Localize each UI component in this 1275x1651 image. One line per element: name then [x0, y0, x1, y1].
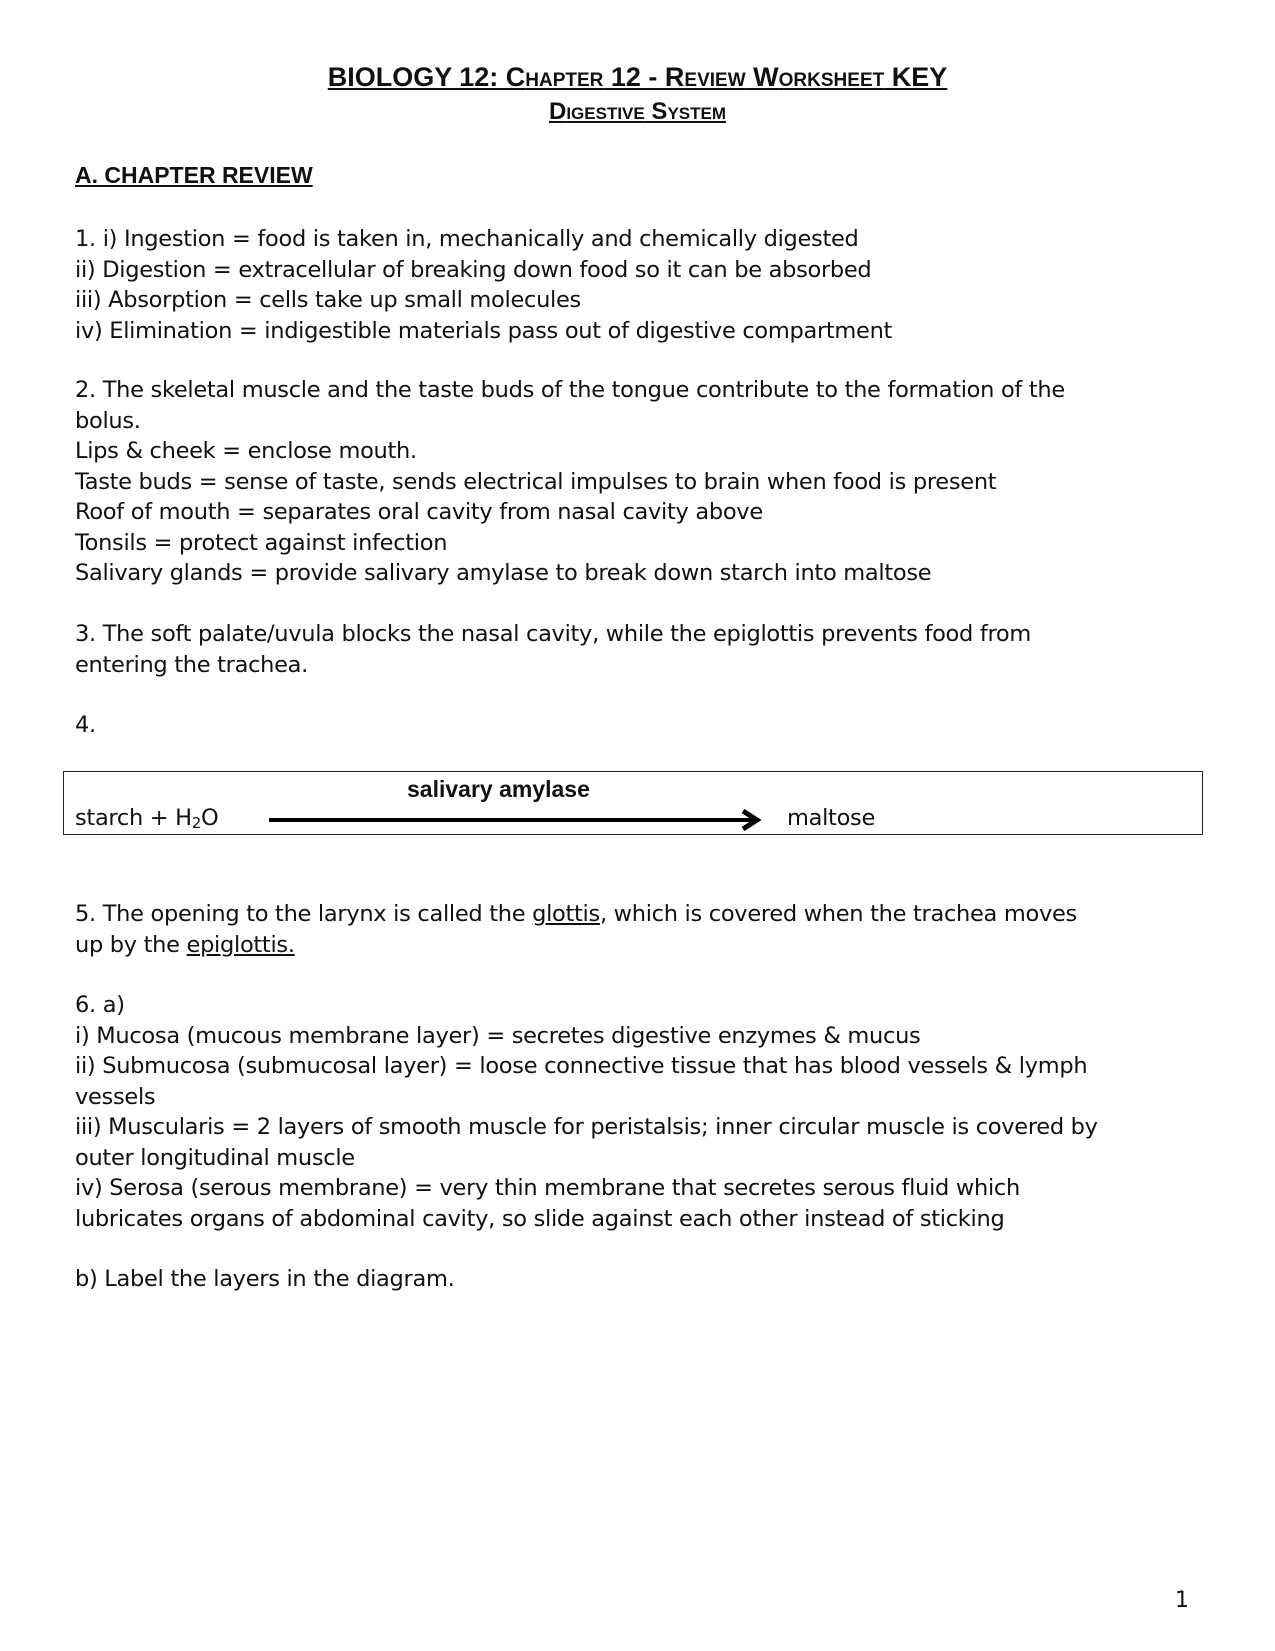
answer-line: lubricates organs of abdominal cavity, so slide against each other instead of sticking — [75, 1205, 1005, 1232]
title-part: eview — [684, 62, 746, 92]
answer-line: iii) Absorption = cells take up small molecules — [75, 287, 581, 313]
title-part: 12 - R — [603, 62, 685, 92]
answer-text: , which is covered when the trachea moves — [599, 901, 1077, 927]
glottis-term: glottis — [532, 901, 600, 927]
reaction-equation-box — [63, 771, 1203, 835]
question-1 — [75, 224, 1215, 346]
reactant-text: starch + H — [75, 805, 192, 831]
answer-line: Salivary glands = provide salivary amylase to break down starch into maltose — [75, 560, 932, 586]
title-part: BIOLOGY 12: C — [327, 62, 526, 92]
answer-line: iv) Serosa (serous membrane) = very thin membrane that secretes serous fluid which — [75, 1175, 1020, 1201]
reaction-arrow-icon — [269, 808, 769, 832]
subtitle-part: ystem — [667, 98, 726, 125]
worksheet-title — [0, 62, 1275, 93]
answer-line: 2. The skeletal muscle and the taste buds of the tongue contribute to the formation of the — [75, 377, 1065, 403]
question-6b: b) Label the layers in the diagram. — [75, 1266, 455, 1292]
answer-line — [75, 899, 1215, 930]
subtitle-part: igestive — [566, 98, 645, 125]
epiglottis-term: epiglottis. — [186, 931, 295, 958]
answer-line: outer longitudinal muscle — [75, 1144, 355, 1171]
section-a-heading: A. CHAPTER REVIEW — [75, 162, 313, 188]
answer-line: bolus. — [75, 407, 141, 434]
title-part: KEY — [884, 62, 948, 92]
question-4-number: 4. — [75, 712, 96, 738]
answer-line: Taste buds = sense of taste, sends electrical impulses to brain when food is present — [75, 468, 997, 495]
answer-text: up by the — [75, 931, 187, 958]
answer-line: Lips & cheek = enclose mouth. — [75, 438, 417, 464]
answer-text: 5. The opening to the larynx is called the — [75, 901, 533, 927]
title-part: orksheet — [778, 62, 885, 92]
answer-line: ii) Submucosa (submucosal layer) = loose connective tissue that has blood vessels & lymph — [75, 1053, 1088, 1079]
subtitle-part: S — [644, 98, 668, 125]
question-3 — [75, 619, 1215, 680]
answer-line: 1. i) Ingestion = food is taken in, mechanically and chemically digested — [75, 226, 859, 252]
question-5 — [75, 899, 1215, 960]
title-part: W — [745, 62, 779, 92]
answer-line: iii) Muscularis = 2 layers of smooth muscle for peristalsis; inner circular muscle is covered by — [75, 1114, 1098, 1140]
reactant-label — [75, 805, 218, 832]
answer-line: entering the trachea. — [75, 651, 309, 678]
product-label: maltose — [787, 805, 876, 831]
answer-line: vessels — [75, 1083, 156, 1110]
reactant-text: O — [201, 805, 219, 831]
reactant-subscript: 2 — [191, 814, 202, 832]
answer-line — [75, 930, 1215, 961]
question-2 — [75, 375, 1215, 589]
answer-line: Tonsils = protect against infection — [75, 529, 448, 556]
answer-line: ii) Digestion = extracellular of breaking down food so it can be absorbed — [75, 256, 872, 283]
answer-line: 6. a) — [75, 992, 125, 1018]
enzyme-label: salivary amylase — [407, 776, 590, 802]
worksheet-subtitle — [0, 98, 1275, 126]
title-part: hapter — [525, 62, 604, 92]
answer-line: iv) Elimination = indigestible materials pass out of digestive compartment — [75, 317, 893, 344]
subtitle-part: D — [548, 98, 567, 125]
question-6 — [75, 990, 1215, 1234]
answer-line: Roof of mouth = separates oral cavity from nasal cavity above — [75, 499, 763, 525]
page-number: 1 — [1175, 1588, 1189, 1613]
answer-line: i) Mucosa (mucous membrane layer) = secretes digestive enzymes & mucus — [75, 1022, 921, 1049]
answer-line: 3. The soft palate/uvula blocks the nasal cavity, while the epiglottis prevents food from — [75, 621, 1031, 647]
